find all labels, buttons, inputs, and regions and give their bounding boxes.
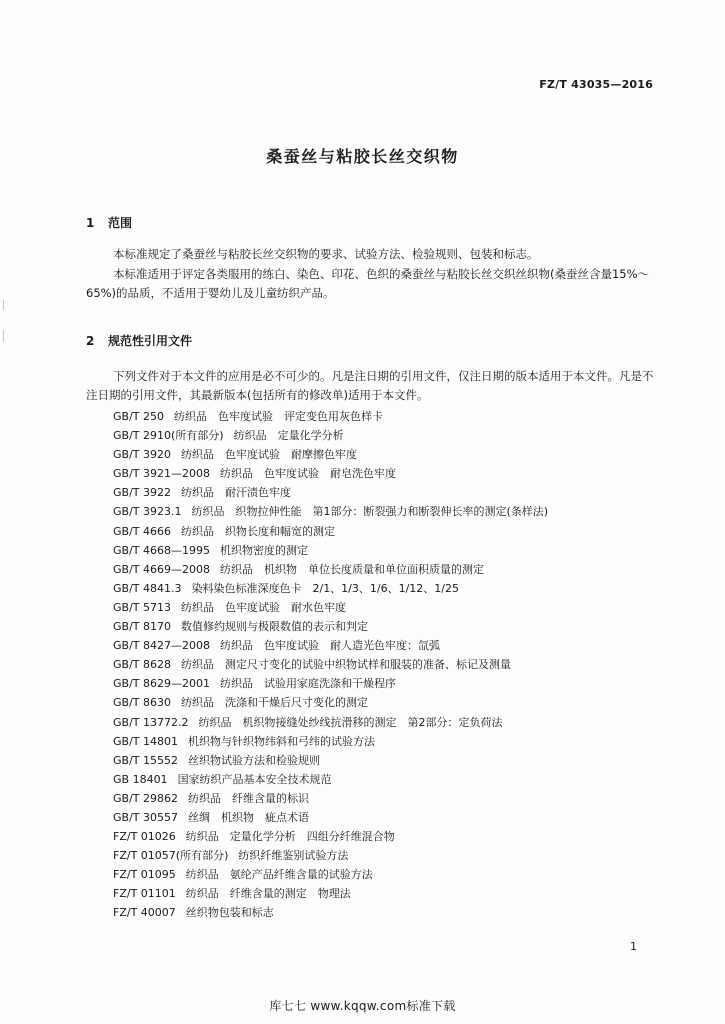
reference-item xyxy=(113,598,548,617)
reference-title: 纺织品 定量化学分析 xyxy=(233,429,344,443)
reference-item xyxy=(113,713,548,732)
reference-item xyxy=(113,770,548,789)
reference-code: GB/T 8170 xyxy=(113,620,171,634)
reference-title: 纺织品 试验用家庭洗涤和干燥程序 xyxy=(219,677,396,691)
reference-code: GB/T 8628 xyxy=(113,658,171,672)
reference-item xyxy=(113,789,548,808)
reference-code: GB/T 15552 xyxy=(113,753,178,767)
reference-title: 丝织物包装和标志 xyxy=(185,906,274,920)
reference-code: GB/T 4666 xyxy=(113,524,171,538)
reference-item xyxy=(113,483,548,502)
reference-title: 纺织品 色牢度试验 耐水色牢度 xyxy=(181,600,346,614)
reference-code: GB/T 13772.2 xyxy=(113,715,189,729)
reference-item xyxy=(113,674,548,693)
reference-title: 纺织品 色牢度试验 评定变色用灰色样卡 xyxy=(174,410,383,423)
reference-title: 机织物与针织物纬斜和弓纬的试验方法 xyxy=(188,734,375,748)
reference-item xyxy=(113,579,548,598)
download-footer: 库七七 www.kqqw.com标准下载 xyxy=(269,999,456,1013)
reference-code: FZ/T 01026 xyxy=(113,830,176,844)
reference-item xyxy=(113,693,548,712)
reference-title: 丝织物试验方法和检验规则 xyxy=(188,753,320,767)
document-title: 桑蚕丝与粘胶长丝交织物 xyxy=(266,147,459,166)
reference-title: 纺织品 织物拉伸性能 第1部分：断裂强力和断裂伸长率的测定(条样法) xyxy=(191,505,549,519)
reference-code: GB/T 4841.3 xyxy=(113,581,182,595)
reference-code: GB/T 3923.1 xyxy=(113,505,182,519)
reference-item xyxy=(113,846,548,865)
reference-code: GB/T 8427—2008 xyxy=(113,639,210,653)
page-number: 1 xyxy=(630,940,637,953)
reference-item xyxy=(113,751,548,770)
reference-code: GB/T 3922 xyxy=(113,486,171,500)
references-intro-paragraph: 下列文件对于本文件的应用是必不可少的。凡是注日期的引用文件，仅注日期的版本适用于本文件。凡是不注日期的引用文件，其最新版本(包括所有的修改单)适用于本文件。 xyxy=(86,369,654,402)
reference-title: 丝绸 机织物 疵点术语 xyxy=(188,810,309,824)
section-title: 范围 xyxy=(108,216,133,230)
section-title: 规范性引用文件 xyxy=(108,334,193,348)
reference-code: GB/T 4668—1995 xyxy=(113,543,210,557)
reference-item xyxy=(113,808,548,827)
reference-title: 纺织品 色牢度试验 耐摩擦色牢度 xyxy=(181,448,357,462)
reference-title: 纺织品 纤维含量的测定 物理法 xyxy=(185,887,351,901)
reference-title: 纺织品 定量化学分析 四组分纤维混合物 xyxy=(185,830,395,844)
reference-code: FZ/T 40007 xyxy=(113,906,176,920)
reference-item xyxy=(113,903,548,922)
reference-title: 国家纺织产品基本安全技术规范 xyxy=(177,772,332,786)
reference-item xyxy=(113,884,548,903)
reference-item xyxy=(113,522,548,541)
reference-code: GB/T 2910(所有部分) xyxy=(113,429,224,443)
reference-title: 纺织品 织物长度和幅宽的测定 xyxy=(181,524,335,538)
scope-paragraph: 本标准适用于评定各类服用的练白、染色、印花、色织的桑蚕丝与粘胶长丝交织丝织物(桑蚕丝含量15%～65%)的品质，不适用于婴幼儿及儿童纺织产品。 xyxy=(86,267,650,300)
reference-item xyxy=(113,636,548,655)
reference-code: GB/T 5713 xyxy=(113,600,171,614)
reference-code: FZ/T 01095 xyxy=(113,868,176,882)
reference-title: 染料染色标准深度色卡 2/1、1/3、1/6、1/12、1/25 xyxy=(191,581,459,595)
reference-title: 纺织品 洗涤和干燥后尺寸变化的测定 xyxy=(181,696,368,710)
section-number: 2 xyxy=(86,334,95,348)
section-heading-scope xyxy=(86,214,132,231)
reference-item xyxy=(113,541,548,560)
reference-title: 纺织品 机织物 单位长度质量和单位面积质量的测定 xyxy=(219,562,484,576)
reference-code: GB/T 30557 xyxy=(113,810,178,824)
reference-title: 机织物密度的测定 xyxy=(219,543,308,557)
reference-code: GB/T 250 xyxy=(113,410,164,423)
scope-paragraph: 本标准规定了桑蚕丝与粘胶长丝交织物的要求、试验方法、检验规则、包装和标志。 xyxy=(113,247,539,261)
scan-margin-mark xyxy=(3,300,4,310)
reference-title: 纺织品 色牢度试验 耐人造光色牢度：氙弧 xyxy=(219,639,440,653)
reference-title: 纺织品 纤维含量的标识 xyxy=(188,791,309,805)
reference-code: GB/T 29862 xyxy=(113,791,178,805)
reference-item xyxy=(113,502,548,521)
reference-item xyxy=(113,827,548,846)
scan-margin-mark xyxy=(3,330,4,342)
reference-code: GB/T 4669—2008 xyxy=(113,562,210,576)
reference-item xyxy=(113,865,548,884)
reference-title: 数值修约规则与极限数值的表示和判定 xyxy=(181,620,368,634)
reference-item xyxy=(113,617,548,636)
reference-code: GB/T 3920 xyxy=(113,448,171,462)
reference-code: GB/T 3921—2008 xyxy=(113,467,210,481)
reference-code: GB 18401 xyxy=(113,772,168,786)
reference-title: 纺织纤维鉴别试验方法 xyxy=(238,849,349,863)
reference-item xyxy=(113,407,548,426)
reference-item xyxy=(113,464,548,483)
reference-code: GB/T 8630 xyxy=(113,696,171,710)
reference-title: 纺织品 氨纶产品纤维含量的试验方法 xyxy=(185,868,373,882)
reference-title: 纺织品 机织物接缝处纱线抗滑移的测定 第2部分：定负荷法 xyxy=(198,715,503,729)
reference-item xyxy=(113,655,548,674)
document-code: FZ/T 43035—2016 xyxy=(539,78,653,91)
reference-code: FZ/T 01101 xyxy=(113,887,176,901)
reference-list xyxy=(113,407,548,923)
reference-item xyxy=(113,426,548,445)
reference-code: FZ/T 01057(所有部分) xyxy=(113,849,229,863)
reference-code: GB/T 14801 xyxy=(113,734,178,748)
reference-title: 纺织品 耐汗渍色牢度 xyxy=(181,486,291,500)
reference-title: 纺织品 测定尺寸变化的试验中织物试样和服装的准备、标记及测量 xyxy=(181,658,511,672)
section-number: 1 xyxy=(86,216,95,230)
reference-item xyxy=(113,445,548,464)
reference-code: GB/T 8629—2001 xyxy=(113,677,210,691)
reference-item xyxy=(113,560,548,579)
section-heading-normative-references xyxy=(86,332,192,349)
reference-title: 纺织品 色牢度试验 耐皂洗色牢度 xyxy=(219,467,396,481)
reference-item xyxy=(113,732,548,751)
